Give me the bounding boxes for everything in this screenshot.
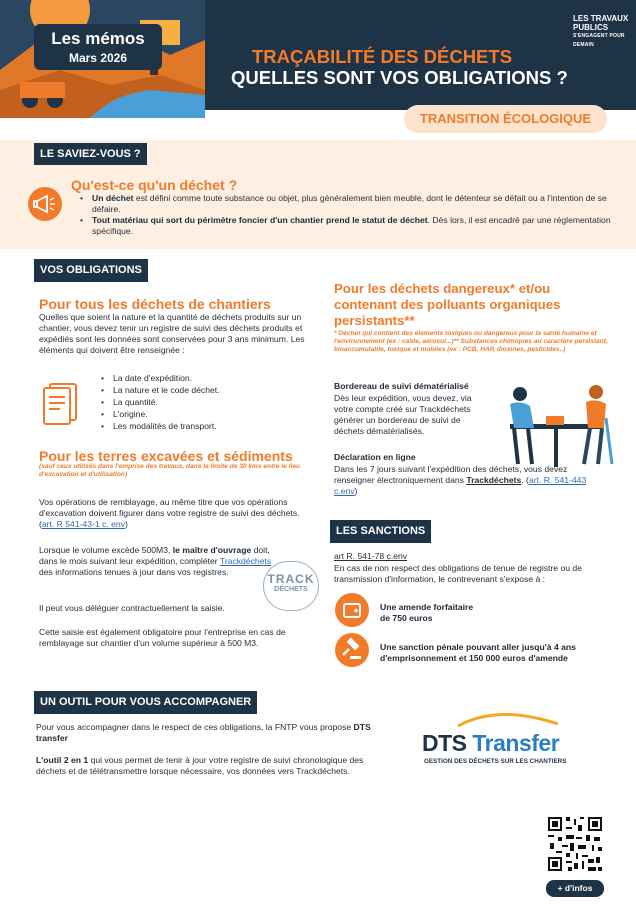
dangerous-waste-note: * Déchet qui contient des éléments toxiques ou dangereux pour la santé humaine et l'environnement (ex : cable, aérosol...)** Substances chimiques au caractère persistant, bioaccumulable, toxique et mobiles (ex : PCB, HAP, dioxines, pesticides..) xyxy=(334,330,608,353)
list-item: • L'origine. xyxy=(99,408,299,420)
page-subtitle: QUELLES SONT VOS OBLIGATIONS ? xyxy=(231,67,568,88)
list-item: • La nature et le code déchet. xyxy=(99,384,299,396)
saviez-b1-bold: Un déchet xyxy=(92,193,134,203)
header-banner xyxy=(0,0,636,110)
memo-title: Les mémos xyxy=(51,29,145,48)
megaphone-icon xyxy=(28,187,62,221)
outil-p1-text: Pour vous accompagner dans le respect de ces obligations, la FNTP vous propose xyxy=(36,722,354,732)
bordereau-title: Bordereau de suivi dématérialisé xyxy=(334,381,469,391)
outil-tag: UN OUTIL POUR VOUS ACCOMPAGNER xyxy=(34,691,257,714)
decl-end: ) xyxy=(354,486,358,496)
logo-tagline: GESTION DES DÉCHETS SUR LES CHANTIERS xyxy=(424,758,567,765)
earth-p2-text3: des informations tenues à jour dans vos registres. xyxy=(39,567,229,577)
saviez-b2-text: . Dès lors, il est encadré par une réglementation spécifique. xyxy=(92,215,611,236)
more-info-button[interactable]: + d'infos xyxy=(546,880,604,897)
wallet-icon xyxy=(335,593,369,627)
dts-transfer-logo xyxy=(418,712,578,774)
earth-subheading: (sauf ceux utilisés dans l'emprise des travaux, dans la limite de 30 kms entre le lieu d'excavation et d'utilisation) xyxy=(39,463,301,478)
trackdechets-logo xyxy=(263,561,319,611)
obligations-tag: VOS OBLIGATIONS xyxy=(34,259,148,282)
saviez-b2-bold: Tout matériau qui sort du périmètre foncier d'un chantier prend le statut de déchet xyxy=(92,215,428,225)
outil-p2-text: qui vous permet de tenir à jour votre registre de suivi chronologique des déchets et de télétransmettre lorsque nécessaire, vos données vers Trackdéchets. xyxy=(36,755,364,776)
decl-link[interactable]: art. R. 541-443 c.env xyxy=(334,475,587,496)
dangerous-waste-heading: Pour les déchets dangereux* et/ou contenant des polluants organiques persistants** xyxy=(334,281,561,328)
earth-p1-text: Vos opérations de remblayage, au même titre que vos opérations d'excavation doivent figurer dans votre registre de suivi des déchets. ( xyxy=(39,497,300,529)
logo-transfer: Transfer xyxy=(472,730,560,756)
brand-line1: LES TRAVAUX xyxy=(573,14,629,23)
declaration-title: Déclaration en ligne xyxy=(334,452,416,462)
brand-line2: PUBLICS xyxy=(573,23,609,32)
memo-box xyxy=(34,24,162,70)
fine-text: Une amende forfaitaire de 750 euros xyxy=(380,602,474,623)
saviez-heading: Qu'est-ce qu'un déchet ? xyxy=(71,177,238,193)
bordereau-text: Dès leur expédition, vous devez, via votre compte créé sur Trackdéchets générer un bordereau de suivi de déchets dématérialisés. xyxy=(334,393,472,436)
brand-logo xyxy=(573,14,629,50)
decl-bold: Trackdéchets xyxy=(466,475,522,485)
qr-code[interactable] xyxy=(546,815,604,873)
saviez-item xyxy=(78,215,618,237)
declaration-text xyxy=(334,464,610,497)
brand-line3: S'ENGAGENT POUR DEMAIN xyxy=(573,33,625,48)
earth-paragraph-1 xyxy=(39,497,315,530)
penal-text: Une sanction pénale pouvant aller jusqu'à 4 ans d'emprisonnement et 150 000 euros d'amende xyxy=(380,642,576,663)
sanctions-link[interactable]: art R. 541-78 c.env xyxy=(334,551,408,561)
outil-paragraph-2 xyxy=(36,755,376,777)
meeting-illustration xyxy=(500,378,618,470)
earth-p2-text: Lorsque le volume excède 500M3, xyxy=(39,545,173,555)
all-waste-heading: Pour tous les déchets de chantiers xyxy=(39,296,271,312)
earth-paragraph-2 xyxy=(39,545,279,578)
saviez-tag: LE SAVIEZ-VOUS ? xyxy=(34,143,147,165)
document-icon xyxy=(40,378,82,426)
track-logo-line2: DÉCHETS xyxy=(274,586,308,593)
decl-mid: . ( xyxy=(521,475,529,485)
sanctions-text: En cas de non respect des obligations de tenue de registre ou de transmission d'information, le contrevenant s'expose à : xyxy=(334,563,582,584)
outil-p2-bold: L'outil 2 en 1 xyxy=(36,755,89,765)
sanctions-tag: LES SANCTIONS xyxy=(330,520,431,543)
theme-pill: TRANSITION ÉCOLOGIQUE xyxy=(404,105,607,133)
elements-list xyxy=(99,372,299,432)
decl-text: Dans les 7 jours suivant l'expédition des déchets, vous devez renseigner électroniquement dans xyxy=(334,464,568,485)
memo-date: Mars 2026 xyxy=(68,51,128,65)
list-item: • Les modalités de transport. xyxy=(99,420,299,432)
gavel-icon xyxy=(335,633,369,667)
list-item: • La date d'expédition. xyxy=(99,372,299,384)
saviez-list xyxy=(78,193,618,237)
earth-paragraph-4: Cette saisie est également obligatoire pour l'entreprise en cas de remblayage sur chantier d'un volume supérieur à 500 M3. xyxy=(39,627,286,648)
track-logo-line1: TRACK xyxy=(267,572,315,586)
trackdechets-link[interactable]: Trackdéchets xyxy=(219,556,272,566)
logo-dts: DTS xyxy=(422,730,467,756)
page-title: TRAÇABILITÉ DES DÉCHETS xyxy=(252,46,513,67)
earth-p2-text2: doit, dans le mois suivant leur expédition, compléter xyxy=(39,545,270,566)
all-waste-text: Quelles que soient la nature et la quantité de déchets produits sur un chantier, vous devez tenir un registre de suivi des déchets produits et expédiés sont les données sont conservées pour 3 ans minimum. Les éléments qui doivent être renseignée : xyxy=(39,312,305,355)
list-item: • La quantité. xyxy=(99,396,299,408)
earth-p2-bold: le maître d'ouvrage xyxy=(172,545,252,555)
earth-heading: Pour les terres excavées et sédiments xyxy=(39,448,293,464)
earth-paragraph-3: Il peut vous déléguer contractuellement la saisie. xyxy=(39,603,225,613)
outil-paragraph-1 xyxy=(36,722,376,744)
outil-p1-bold: DTS transfer xyxy=(36,722,371,743)
saviez-item xyxy=(78,193,618,215)
saviez-b1-text: est défini comme toute substance ou objet, plus généralement bien meuble, dont le détenteur se défait ou a l'intention de se défaire. xyxy=(92,193,607,214)
earth-p1-link[interactable]: art. R 541-43-1 c. env xyxy=(41,519,125,529)
earth-p1-end: ) xyxy=(125,519,128,529)
